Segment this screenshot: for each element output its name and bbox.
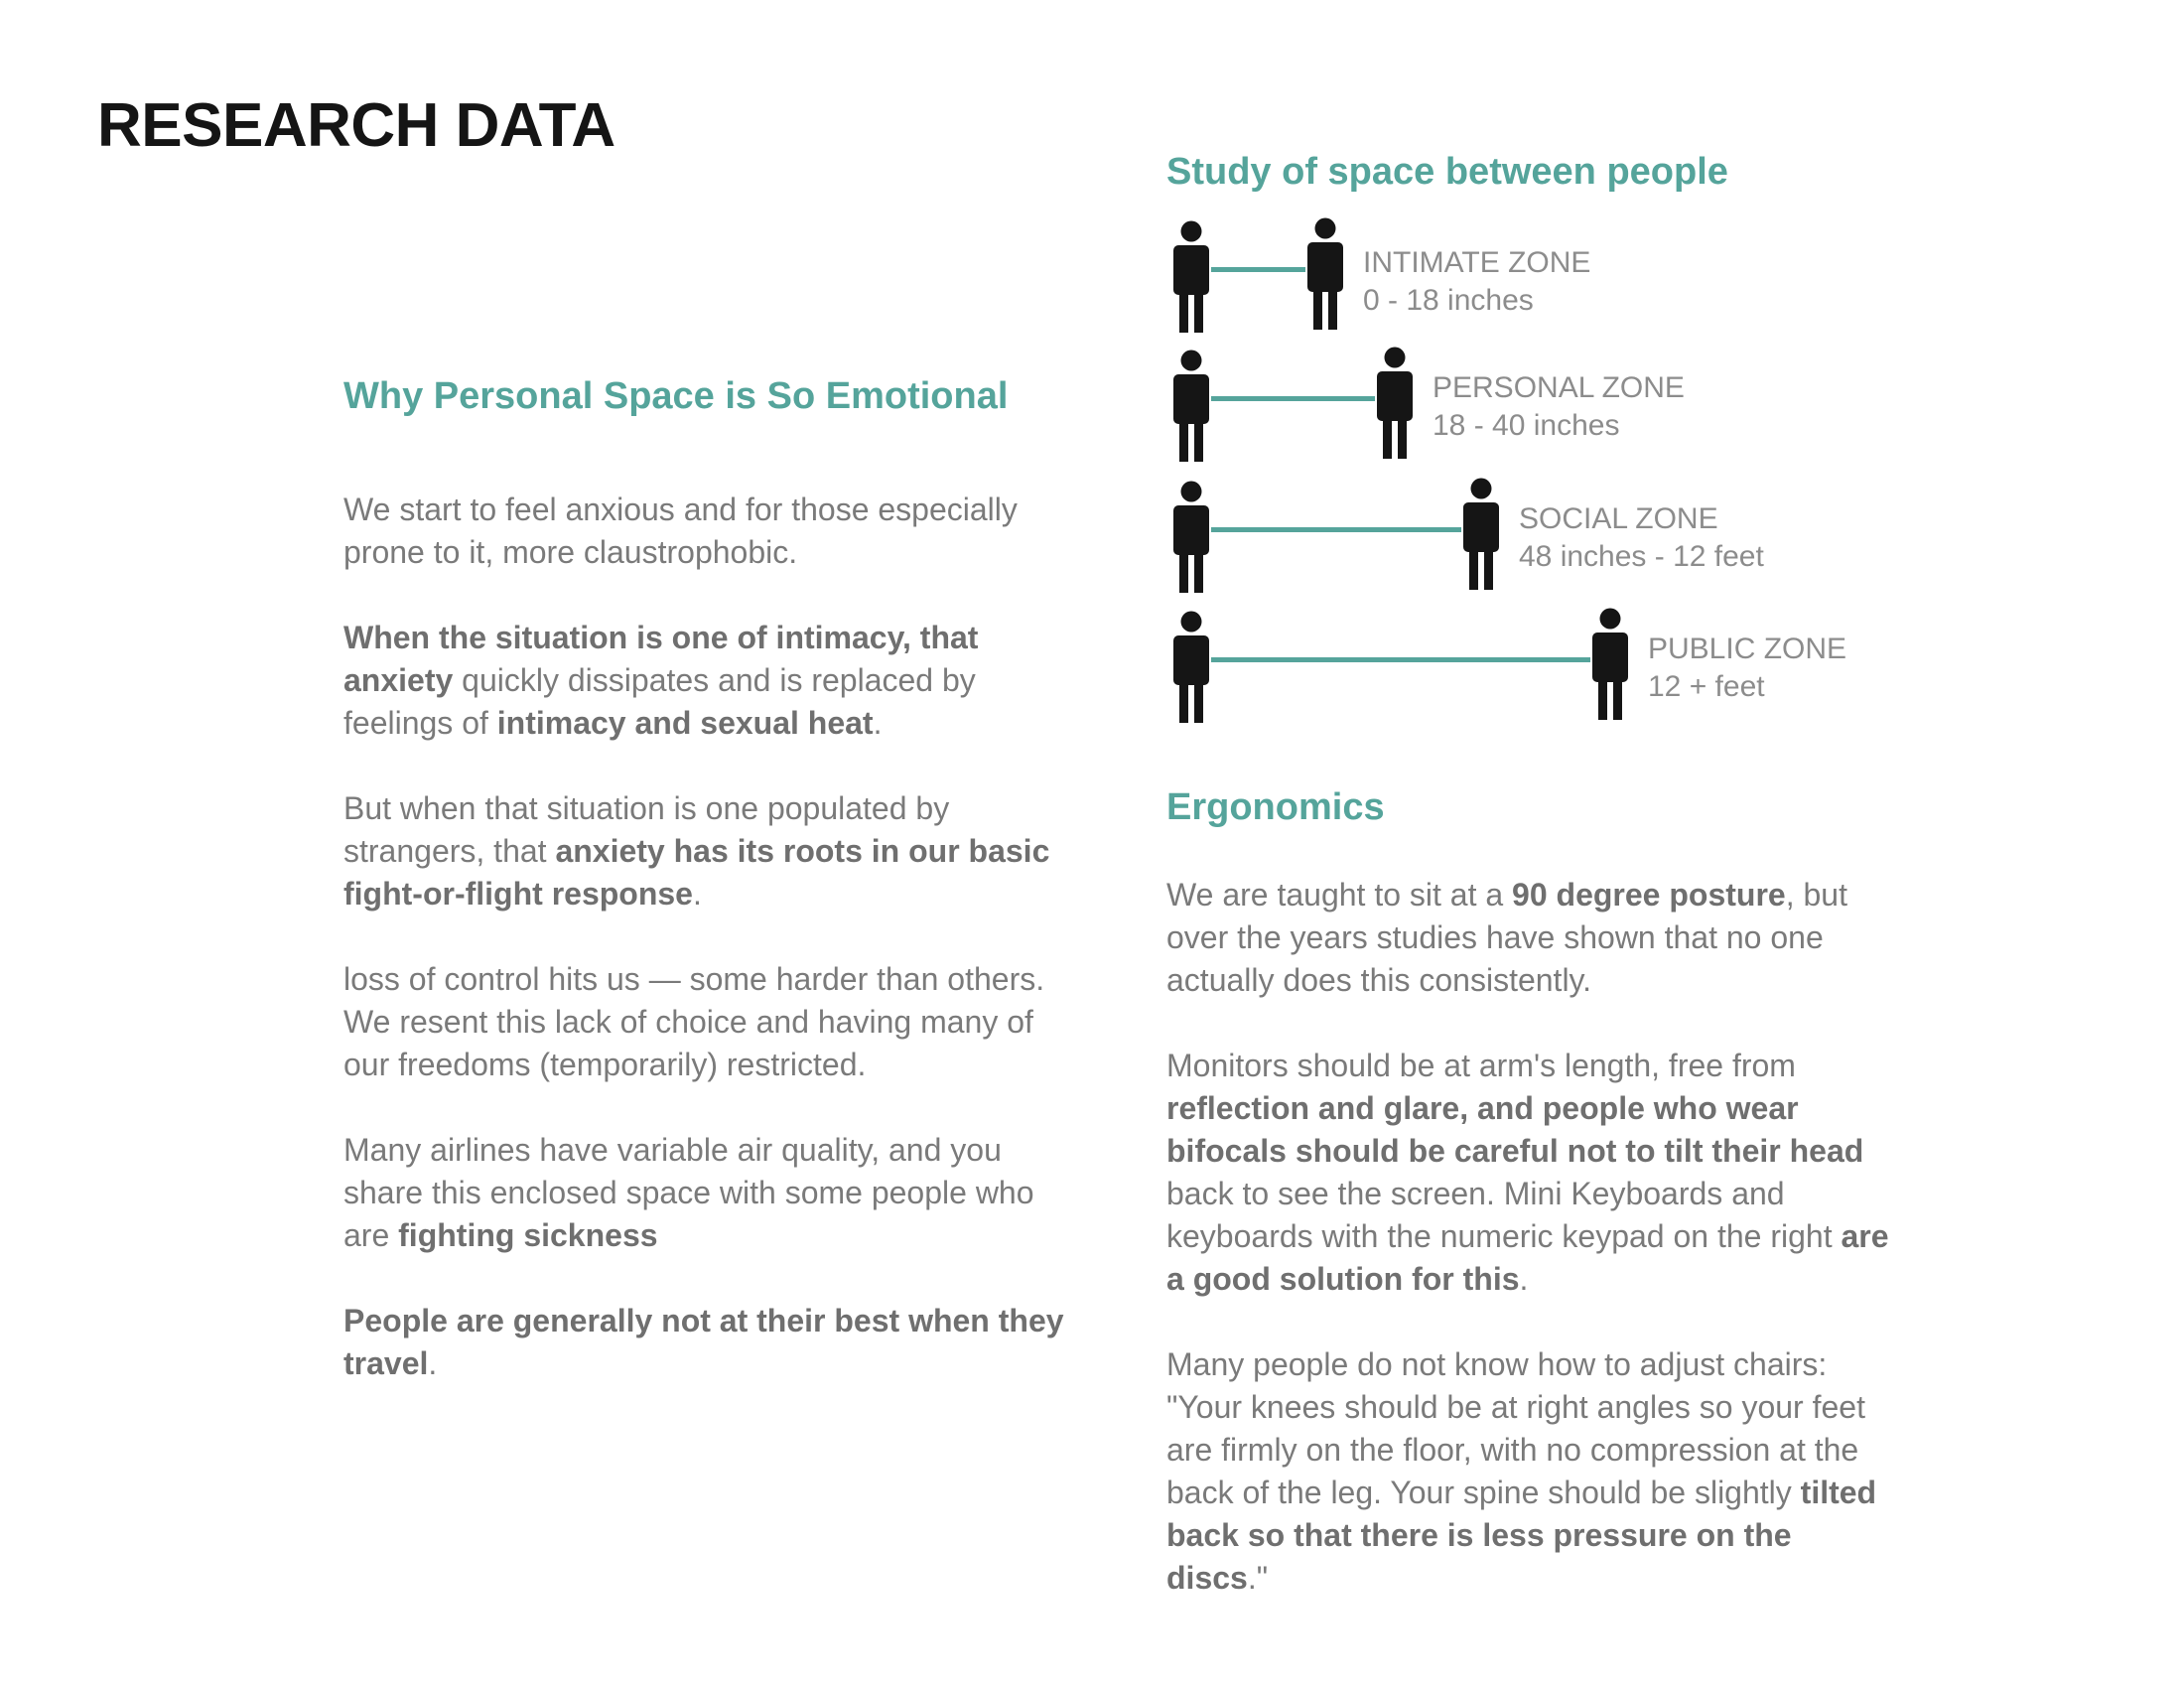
- paragraph: [1166, 1343, 1891, 1600]
- bold-text: reflection and glare, and people who wear bifocals should be careful not to tilt their head: [1166, 1090, 1864, 1169]
- text-run: , but over the years studies have shown that no one actually does this consistently.: [1166, 877, 1847, 998]
- paragraph: [1166, 874, 1891, 1002]
- paragraph: [343, 617, 1068, 745]
- bold-text: When the situation is one of intimacy, that anxiety: [343, 620, 979, 698]
- zone-label-social: [1519, 500, 1764, 576]
- text-run: Many airlines have variable air quality, and you share this enclosed space with some people who are: [343, 1132, 1034, 1253]
- person-icon: [1173, 612, 1209, 724]
- zone-range: 48 inches - 12 feet: [1519, 540, 1764, 573]
- text-run: .: [873, 705, 883, 741]
- paragraph: [343, 1300, 1068, 1385]
- zone-name: SOCIAL ZONE: [1519, 502, 1718, 535]
- paragraph: [343, 787, 1068, 915]
- bold-text: anxiety has its roots in our basic fight-or-flight response: [343, 833, 1050, 912]
- person-icon: [1173, 351, 1209, 463]
- text-run: But when that situation is one populated by strangers, that: [343, 790, 950, 869]
- space-study-heading: Study of space between people: [1166, 151, 1728, 193]
- person-icon: [1592, 609, 1628, 721]
- paragraph: [1166, 1045, 1891, 1301]
- page-title: RESEARCH DATA: [97, 91, 615, 160]
- text-run: Monitors should be at arm's length, free from: [1166, 1048, 1796, 1083]
- person-icon: [1307, 218, 1343, 331]
- bold-text: tilted back so that there is less pressure on the discs: [1166, 1475, 1877, 1596]
- personal-space-text: [343, 489, 1068, 1385]
- zone-name: PUBLIC ZONE: [1648, 633, 1847, 665]
- text-run: .: [1519, 1261, 1529, 1297]
- zone-range: 0 - 18 inches: [1363, 284, 1534, 317]
- text-run: loss of control hits us — some harder than others. We resent this lack of choice and having many of our freedoms (temporarily) restricted.: [343, 961, 1045, 1082]
- text-run: .: [428, 1345, 438, 1381]
- person-icon: [1173, 221, 1209, 334]
- paragraph: [343, 958, 1068, 1086]
- zone-range: 18 - 40 inches: [1433, 409, 1620, 442]
- bold-text: 90 degree posture: [1512, 877, 1786, 913]
- zone-label-intimate: [1363, 244, 1590, 320]
- ergonomics-heading: Ergonomics: [1166, 786, 1385, 828]
- distance-line: [1211, 267, 1305, 272]
- distance-line: [1211, 396, 1375, 401]
- zone-name: INTIMATE ZONE: [1363, 246, 1591, 279]
- paragraph: [343, 489, 1068, 574]
- text-run: We are taught to sit at a: [1166, 877, 1513, 913]
- person-icon: [1173, 482, 1209, 594]
- zone-name: PERSONAL ZONE: [1433, 371, 1685, 404]
- bold-text: are a good solution for this: [1166, 1218, 1889, 1297]
- text-run: quickly dissipates and is replaced by feelings of: [343, 662, 976, 741]
- text-run: .: [692, 876, 702, 912]
- bold-text: People are generally not at their best when they travel: [343, 1303, 1064, 1381]
- person-icon: [1377, 348, 1413, 460]
- paragraph: [343, 1129, 1068, 1257]
- zone-range: 12 + feet: [1648, 670, 1765, 703]
- distance-line: [1211, 527, 1461, 532]
- personal-space-heading: Why Personal Space is So Emotional: [343, 375, 1009, 417]
- bold-text: fighting sickness: [398, 1217, 658, 1253]
- text-run: We start to feel anxious and for those especially prone to it, more claustrophobic.: [343, 492, 1018, 570]
- text-run: Many people do not know how to adjust chairs: "Your knees should be at right angles so your feet are firmly on the floor, with no compression at the back of the leg. Your spine should be slightly: [1166, 1346, 1865, 1510]
- person-icon: [1463, 479, 1499, 591]
- distance-line: [1211, 657, 1590, 662]
- zone-label-personal: [1433, 369, 1685, 445]
- text-run: .": [1247, 1560, 1269, 1596]
- bold-text: intimacy and sexual heat: [496, 705, 874, 741]
- text-run: back to see the screen. Mini Keyboards and keyboards with the numeric keypad on the right: [1166, 1176, 1842, 1254]
- ergonomics-text: [1166, 874, 1891, 1600]
- zone-label-public: [1648, 631, 1846, 706]
- proxemics-diagram: [1161, 211, 1916, 737]
